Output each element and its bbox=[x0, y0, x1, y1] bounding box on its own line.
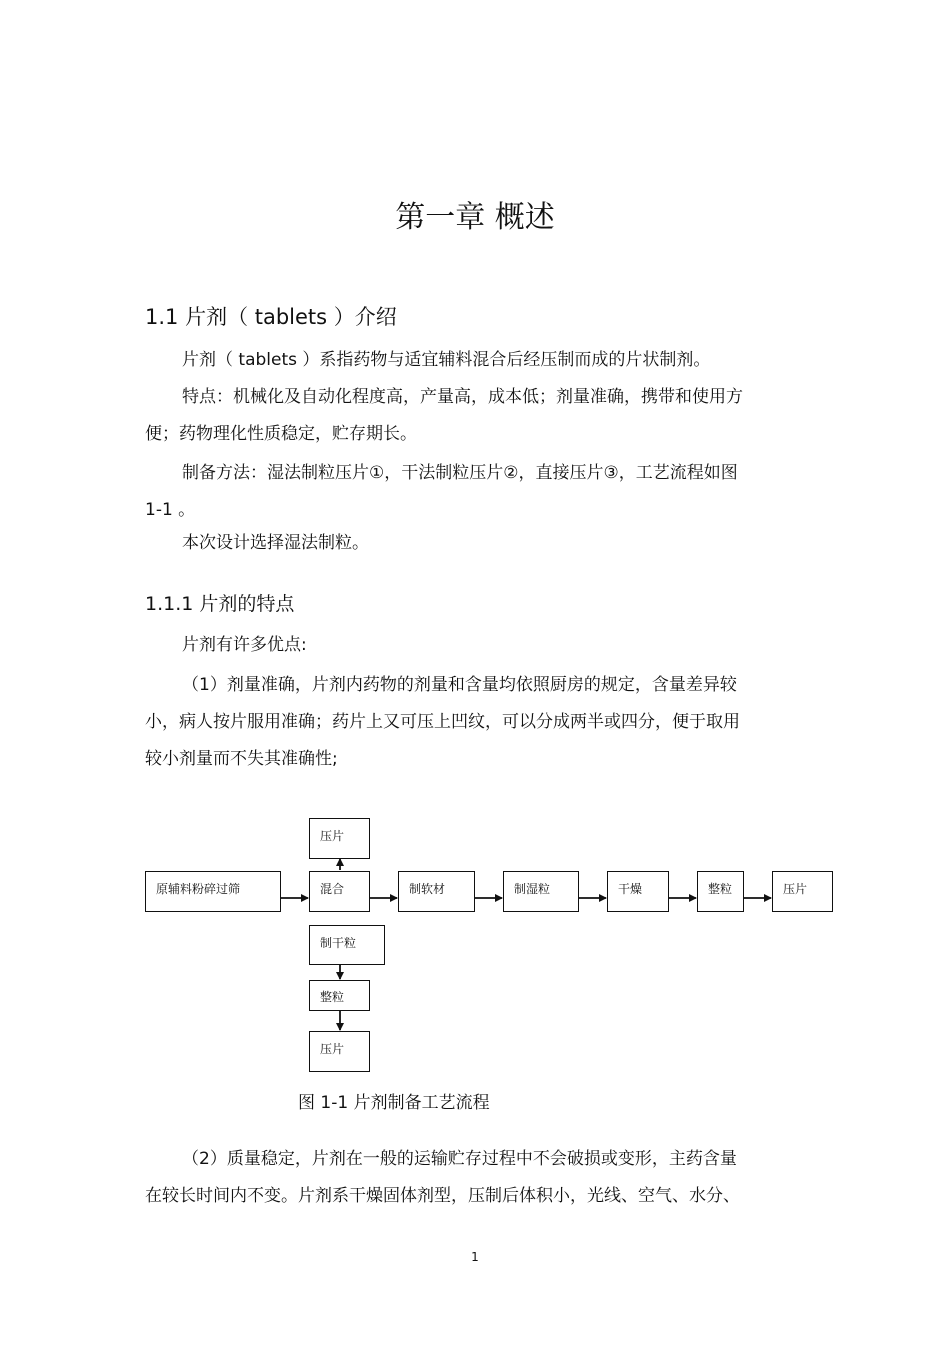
advantage-1-line2: 小，病人按片服用准确；药片上又可压上凹纹，可以分成两半或四分，便于取用 bbox=[145, 712, 740, 732]
advantage-2-line2: 在较长时间内不变。片剂系干燥固体剂型，压制后体积小，光线、空气、水分、 bbox=[145, 1186, 740, 1206]
flow-box-press: 压片 bbox=[772, 871, 833, 912]
flow-box-sizing-2: 整粒 bbox=[309, 980, 370, 1011]
paragraph-features-line1: 特点：机械化及自动化程度高，产量高，成本低；剂量准确，携带和使用方 bbox=[182, 387, 743, 407]
flow-box-sizing: 整粒 bbox=[697, 871, 744, 912]
section-heading: 1.1 片剂（ tablets ）介绍 bbox=[145, 305, 397, 329]
subsection-heading: 1.1.1 片剂的特点 bbox=[145, 593, 295, 615]
chapter-title: 第一章 概述 bbox=[395, 200, 555, 235]
figure-caption: 图 1-1 片剂制备工艺流程 bbox=[298, 1093, 490, 1113]
advantages-intro: 片剂有许多优点: bbox=[182, 635, 307, 655]
flow-box-mix: 混合 bbox=[309, 871, 370, 912]
page-number: 1 bbox=[471, 1250, 479, 1264]
flow-box-top-press: 压片 bbox=[309, 818, 370, 859]
flow-box-drying: 干燥 bbox=[607, 871, 669, 912]
advantage-2-line1: （2）质量稳定，片剂在一般的运输贮存过程中不会破损或变形，主药含量 bbox=[182, 1149, 737, 1169]
paragraph-definition: 片剂（ tablets ）系指药物与适宜辅料混合后经压制而成的片状制剂。 bbox=[182, 350, 711, 370]
paragraph-methods-line1: 制备方法：湿法制粒压片①，干法制粒压片②，直接压片③，工艺流程如图 bbox=[182, 463, 738, 483]
paragraph-features-line2: 便；药物理化性质稳定，贮存期长。 bbox=[145, 424, 417, 444]
flow-box-soft-material: 制软材 bbox=[398, 871, 475, 912]
flow-box-raw-material: 原辅料粉碎过筛 bbox=[145, 871, 281, 912]
flow-box-wet-granulation: 制湿粒 bbox=[503, 871, 579, 912]
flow-box-dry-granulation: 制干粒 bbox=[309, 925, 385, 965]
flow-box-press-2: 压片 bbox=[309, 1031, 370, 1072]
paragraph-choice: 本次设计选择湿法制粒。 bbox=[182, 533, 369, 553]
advantage-1-line3: 较小剂量而不失其准确性; bbox=[145, 749, 338, 769]
advantage-1-line1: （1）剂量准确，片剂内药物的剂量和含量均依照厨房的规定，含量差异较 bbox=[182, 675, 737, 695]
paragraph-methods-line2: 1-1 。 bbox=[145, 500, 196, 520]
